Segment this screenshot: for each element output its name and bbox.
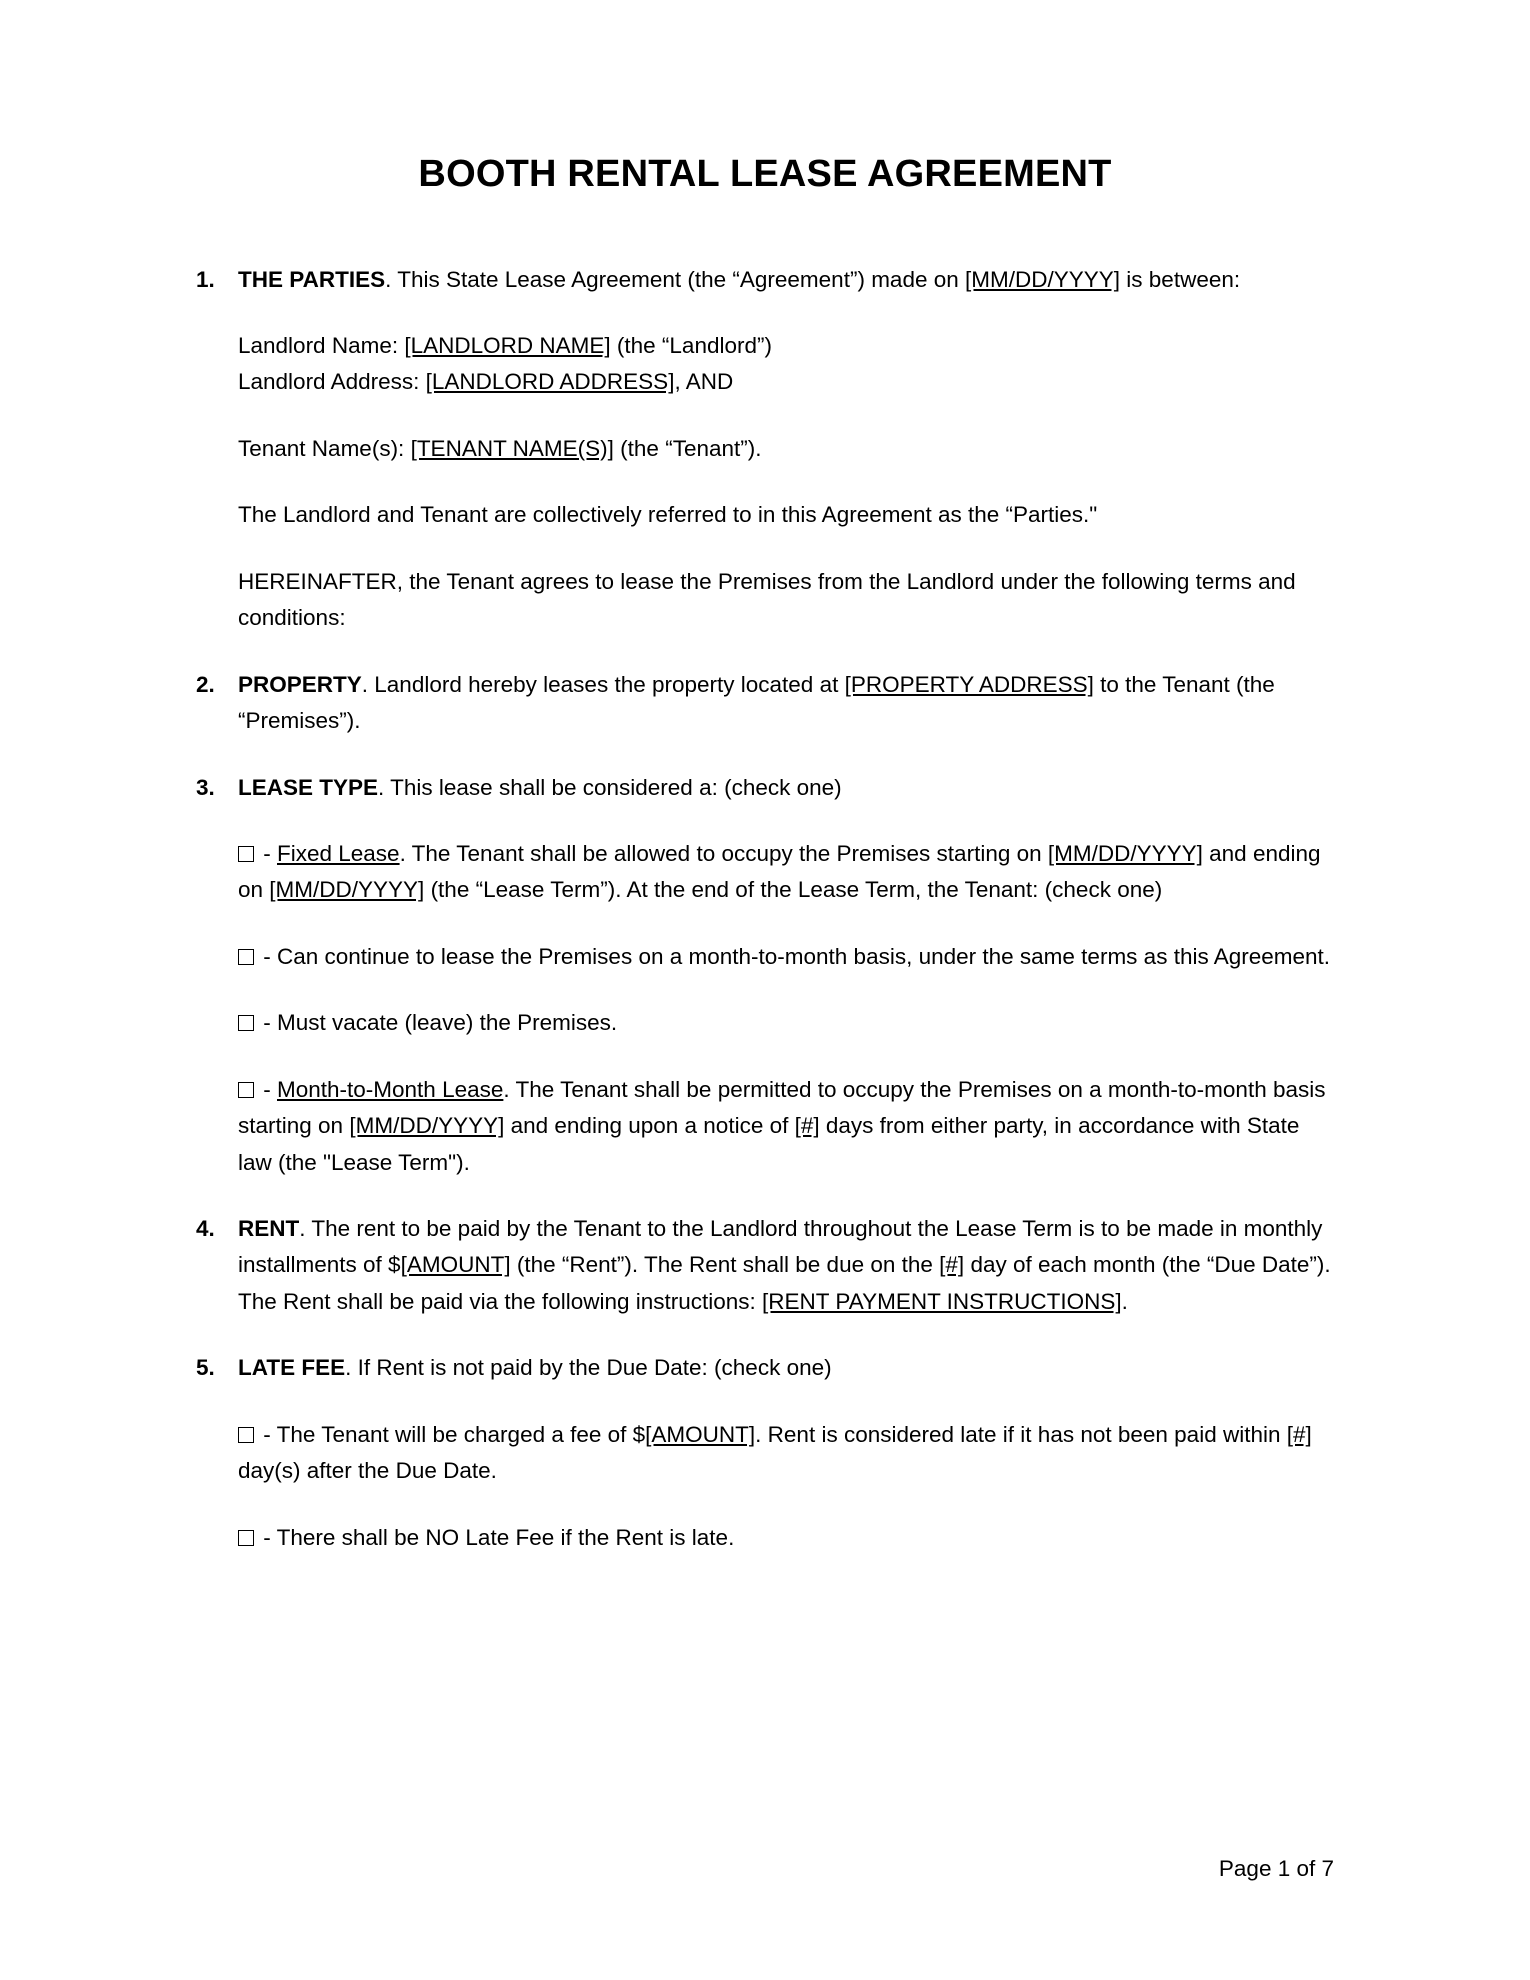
hereinafter-paragraph: HEREINAFTER, the Tenant agrees to lease the Premises from the Landlord under the following terms and conditions: [238, 568, 1296, 631]
section-heading: PROPERTY [238, 671, 362, 697]
landlord-name-placeholder[interactable]: [LANDLORD NAME] [404, 333, 611, 359]
month-to-month-label: Month-to-Month Lease [277, 1076, 504, 1102]
lease-type-paragraph [238, 770, 1334, 806]
month-to-month-lease-option [238, 1072, 1334, 1181]
checkbox-icon-month-to-month-lease[interactable] [238, 1082, 254, 1098]
month-to-month-text-3: days from either party, in accordance with State law (the "Lease Term"). [238, 1113, 1300, 1175]
fixed-lease-sub-option-vacate [238, 1005, 1334, 1041]
fixed-lease-sub-option-continue-text: - Can continue to lease the Premises on a month-to-month basis, under the same terms as this Agreement. [257, 943, 1331, 969]
section-number: 3. [196, 774, 215, 800]
late-fee-option-none-text: - There shall be NO Late Fee if the Rent is late. [257, 1524, 735, 1550]
tenant-name-placeholder[interactable]: [TENANT NAME(S)] [410, 435, 614, 461]
rent-text-1: . The rent to be paid by the Tenant to the Landlord throughout the Lease Term is to be made in monthly installments of $ [238, 1216, 1323, 1278]
landlord-block [238, 328, 1334, 401]
checkbox-icon-continue-month-to-month[interactable] [238, 949, 254, 965]
section-the-parties [196, 262, 1334, 637]
section-heading: LATE FEE [238, 1355, 346, 1381]
tenant-block [238, 431, 1334, 467]
late-fee-option-text-3: day(s) after the Due Date. [238, 1458, 497, 1484]
landlord-name-label: Landlord Name: [238, 333, 405, 359]
property-address-placeholder[interactable]: [PROPERTY ADDRESS] [844, 671, 1094, 697]
parties-definition-paragraph: The Landlord and Tenant are collectively referred to in this Agreement as the “Parties." [238, 502, 1098, 528]
section-number: 5. [196, 1355, 215, 1381]
fixed-lease-label: Fixed Lease [277, 840, 400, 866]
checkbox-icon-must-vacate[interactable] [238, 1015, 254, 1031]
fixed-lease-end-date-placeholder[interactable]: [MM/DD/YYYY] [269, 877, 425, 903]
rent-amount-placeholder[interactable]: [AMOUNT] [400, 1252, 511, 1278]
fixed-lease-text-1: . The Tenant shall be allowed to occupy the Premises starting on [399, 840, 1048, 866]
property-paragraph [238, 667, 1334, 740]
fixed-lease-text-2: and ending on [238, 840, 1321, 903]
fixed-lease-start-date-placeholder[interactable]: [MM/DD/YYYY] [1047, 840, 1203, 866]
section-number: 2. [196, 671, 215, 697]
page-title: BOOTH RENTAL LEASE AGREEMENT [418, 153, 1112, 195]
month-to-month-text-2: and ending upon a notice of [504, 1113, 795, 1139]
section-content [238, 1350, 1334, 1556]
tenant-name-label: Tenant Name(s): [238, 435, 411, 461]
fixed-lease-text-3: (the “Lease Term”). At the end of the Lease Term, the Tenant: (check one) [424, 877, 1163, 903]
fixed-lease-sub-option-continue [238, 939, 1334, 975]
landlord-address-suffix: , AND [674, 369, 734, 395]
late-fee-grace-days-placeholder[interactable]: [#] [1286, 1421, 1312, 1447]
landlord-name-suffix: (the “Landlord”) [610, 333, 772, 359]
tenant-name-suffix: (the “Tenant”). [613, 435, 762, 461]
rent-payment-instructions-placeholder[interactable]: [RENT PAYMENT INSTRUCTIONS] [762, 1288, 1122, 1314]
fixed-lease-dash: - [257, 840, 277, 866]
section-content [238, 770, 1334, 1182]
rent-text-4: . [1121, 1288, 1128, 1314]
section-content [238, 262, 1334, 637]
spacer [196, 637, 1334, 667]
fixed-lease-sub-option-vacate-text: - Must vacate (leave) the Premises. [257, 1010, 618, 1036]
late-fee-option-charged [238, 1417, 1334, 1490]
section-property [196, 667, 1334, 740]
late-fee-option-text-2: . Rent is considered late if it has not been paid within [755, 1421, 1287, 1447]
section-number: 1. [196, 266, 215, 292]
month-to-month-text-1: . The Tenant shall be permitted to occupy the Premises on a month-to-month basis starting on [238, 1076, 1326, 1139]
section-heading: RENT [238, 1216, 300, 1242]
checkbox-icon-late-fee-charged[interactable] [238, 1427, 254, 1443]
fixed-lease-option [238, 836, 1334, 909]
section-late-fee [196, 1350, 1334, 1556]
spacer [196, 1181, 1334, 1211]
late-fee-amount-placeholder[interactable]: [AMOUNT] [645, 1421, 756, 1447]
late-fee-option-text-1: - The Tenant will be charged a fee of $ [257, 1421, 646, 1447]
checkbox-icon-fixed-lease[interactable] [238, 846, 254, 862]
section-number: 4. [196, 1216, 215, 1242]
agreement-date-placeholder[interactable]: [MM/DD/YYYY] [965, 266, 1121, 292]
parties-intro-paragraph [238, 262, 1334, 298]
late-fee-option-none [238, 1520, 1334, 1556]
intro-text-after: is between: [1120, 266, 1241, 292]
spacer [196, 740, 1334, 770]
lease-type-text: . This lease shall be considered a: (check one) [378, 774, 842, 800]
checkbox-icon-no-late-fee[interactable] [238, 1530, 254, 1546]
page-footer: Page 1 of 7 [1218, 1855, 1334, 1881]
late-fee-paragraph [238, 1350, 1334, 1386]
intro-text-before: . This State Lease Agreement (the “Agreement”) made on [385, 266, 966, 292]
rent-text-3: day of each month (the “Due Date”). The Rent shall be paid via the following instructions: [238, 1252, 1331, 1314]
landlord-address-label: Landlord Address: [238, 369, 426, 395]
section-heading: THE PARTIES [238, 266, 386, 292]
late-fee-text: . If Rent is not paid by the Due Date: (check one) [345, 1355, 832, 1381]
rent-paragraph [238, 1211, 1334, 1320]
property-text-after: to the Tenant (the “Premises”). [238, 671, 1275, 734]
document-body [196, 262, 1334, 1557]
section-lease-type [196, 770, 1334, 1182]
month-to-month-start-date-placeholder[interactable]: [MM/DD/YYYY] [349, 1113, 505, 1139]
section-content [238, 1211, 1334, 1320]
spacer [196, 1320, 1334, 1350]
section-heading: LEASE TYPE [238, 774, 379, 800]
landlord-address-placeholder[interactable]: [LANDLORD ADDRESS] [425, 369, 675, 395]
month-to-month-dash: - [257, 1076, 277, 1102]
section-rent [196, 1211, 1334, 1320]
property-text-before: . Landlord hereby leases the property located at [361, 671, 845, 697]
month-to-month-notice-days-placeholder[interactable]: [#] [794, 1113, 820, 1139]
section-content [238, 667, 1334, 740]
rent-text-2: (the “Rent”). The Rent shall be due on the [510, 1252, 940, 1278]
rent-due-day-placeholder[interactable]: [#] [939, 1252, 965, 1278]
